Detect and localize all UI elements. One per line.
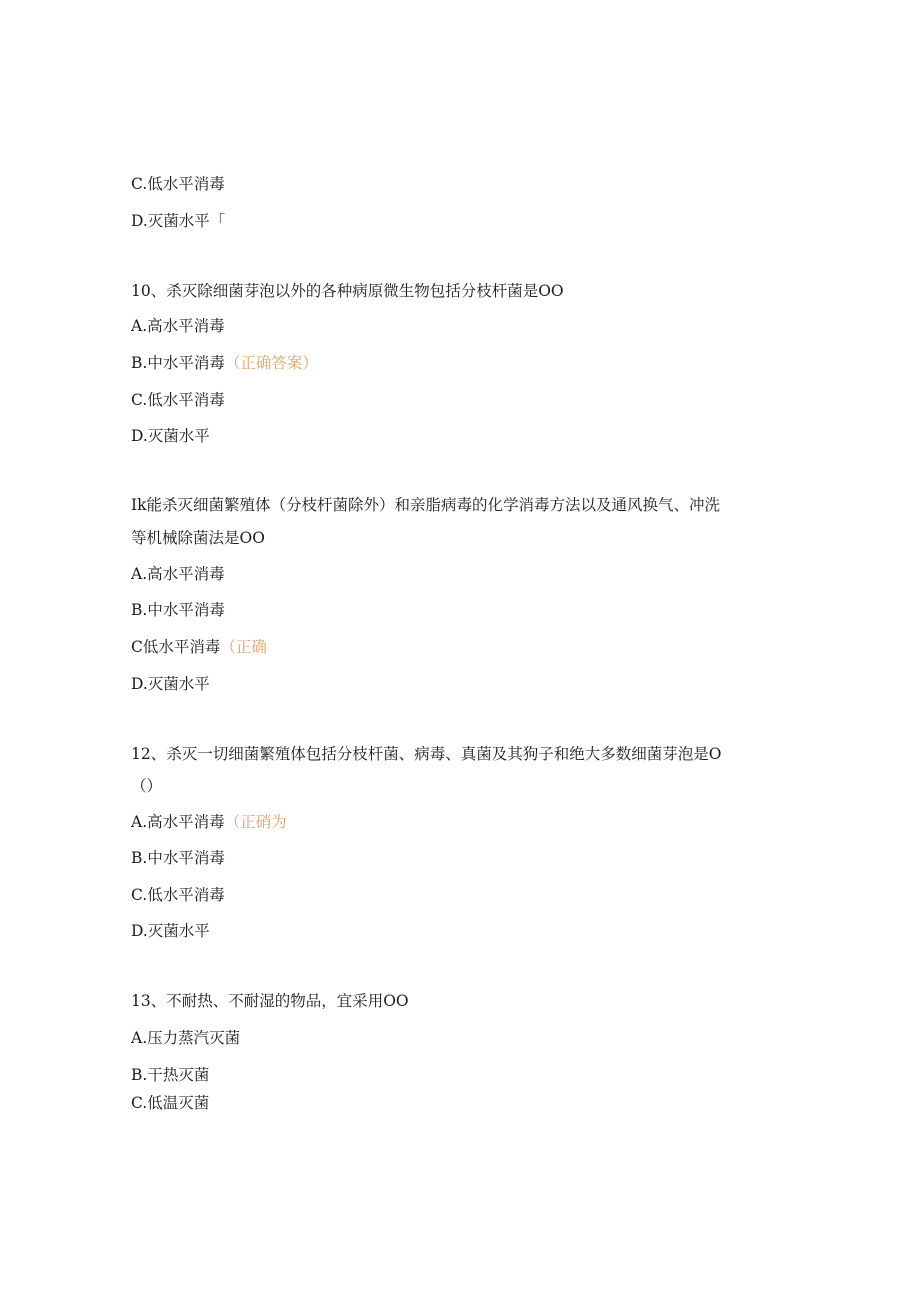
q12-answer-note: （正硝为 <box>224 813 287 831</box>
question-10: 10、杀灭除细菌芽泡以外的各种病原微生物包括分枝杆菌是OO <box>131 282 564 300</box>
q12-option-a-label: A.高水平消毒 <box>131 813 225 831</box>
q13-option-c: C.低温灭菌 <box>131 1094 210 1112</box>
question-12-line1: 12、杀灭一切细菌繁殖体包括分枝杆菌、病毒、真菌及其狗子和绝大多数细菌芽泡是O <box>131 745 722 763</box>
q11-option-c-label: C低水平消毒 <box>131 638 221 656</box>
q10-option-b <box>131 352 318 374</box>
q11-option-c <box>131 636 267 658</box>
q11-answer-note: （正确 <box>220 638 267 656</box>
q13-option-a: A.压力蒸汽灭菌 <box>131 1029 241 1047</box>
q12-option-d: D.灭菌水平 <box>131 922 210 940</box>
q10-answer-note: （正确答案） <box>224 354 318 372</box>
q10-option-b-label: B.中水平消毒 <box>131 354 225 372</box>
q12-option-a <box>131 811 287 833</box>
prev-option-c: C.低水平消毒 <box>131 175 225 193</box>
question-13: 13、不耐热、不耐湿的物品，宜采用OO <box>131 992 409 1010</box>
question-11-line1: Ik能杀灭细菌繁殖体（分枝杆菌除外）和亲脂病毒的化学消毒方法以及通风换气、冲洗 <box>131 496 721 514</box>
q11-option-a: A.高水平消毒 <box>131 565 225 583</box>
q12-option-b: B.中水平消毒 <box>131 849 225 867</box>
q13-option-b: B.干热灭菌 <box>131 1066 210 1084</box>
q12-option-c: C.低水平消毒 <box>131 886 225 904</box>
question-12-line2: （） <box>131 777 163 795</box>
q11-option-d: D.灭菌水平 <box>131 675 210 693</box>
prev-option-d: D.灭菌水平「 <box>131 212 226 230</box>
question-11-line2: 等机械除菌法是OO <box>131 529 265 547</box>
q10-option-a: A.高水平消毒 <box>131 317 225 335</box>
q11-option-b: B.中水平消毒 <box>131 601 225 619</box>
q10-option-c: C.低水平消毒 <box>131 391 225 409</box>
q10-option-d: D.灭菌水平 <box>131 427 210 445</box>
